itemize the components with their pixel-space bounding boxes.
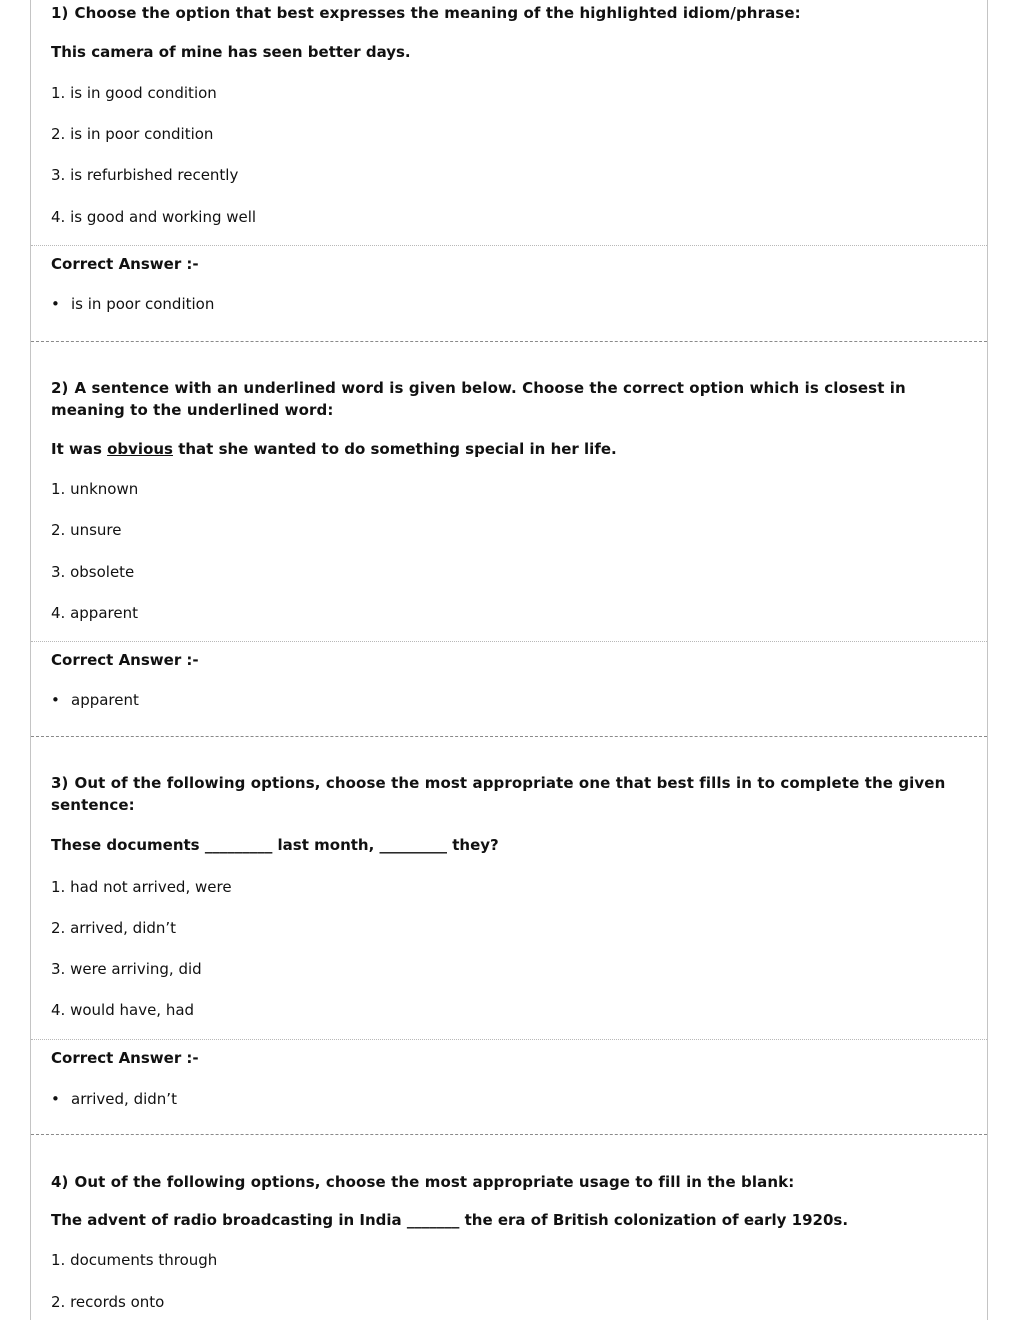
question-number: 3)	[51, 774, 69, 792]
correct-answer	[51, 1089, 177, 1109]
correct-answer-text: arrived, didn’t	[71, 1090, 177, 1108]
answer-divider	[31, 245, 987, 246]
question-stem	[51, 439, 971, 459]
question-text: Out of the following options, choose the most appropriate one that best fills in to complete the given sentence:	[51, 774, 946, 814]
question-divider	[31, 1134, 987, 1135]
question-stem: The advent of radio broadcasting in India _______ the era of British colonization of early 1920s.	[51, 1211, 849, 1229]
question-title	[51, 772, 971, 816]
question-text: Choose the option that best expresses the meaning of the highlighted idiom/phrase:	[74, 4, 801, 22]
bullet-icon: •	[51, 691, 60, 709]
correct-answer-label: Correct Answer :-	[51, 1049, 199, 1067]
option-4: 4. would have, had	[51, 1001, 195, 1019]
question-stem: This camera of mine has seen better days.	[51, 43, 411, 61]
question-title	[51, 2, 971, 24]
question-number: 2)	[51, 379, 69, 397]
question-title	[51, 1171, 971, 1193]
stem-before: It was	[51, 440, 108, 458]
option-3: 3. were arriving, did	[51, 960, 202, 978]
correct-answer	[51, 294, 214, 314]
option-1: 1. documents through	[51, 1251, 218, 1269]
stem-after: that she wanted to do something special in her life.	[172, 440, 617, 458]
option-2: 2. arrived, didn’t	[51, 919, 177, 937]
answer-divider	[31, 641, 987, 642]
correct-answer-label: Correct Answer :-	[51, 651, 199, 669]
option-4: 4. is good and working well	[51, 208, 257, 226]
option-4: 4. apparent	[51, 604, 138, 622]
correct-answer-text: is in poor condition	[71, 295, 215, 313]
option-1: 1. unknown	[51, 480, 139, 498]
bullet-icon: •	[51, 295, 60, 313]
option-2: 2. unsure	[51, 521, 122, 539]
question-stem: These documents _________ last month, _________ they?	[51, 836, 499, 854]
option-2: 2. is in poor condition	[51, 125, 214, 143]
bullet-icon: •	[51, 1090, 60, 1108]
question-number: 4)	[51, 1173, 69, 1191]
option-2: 2. records onto	[51, 1293, 165, 1311]
question-divider	[31, 341, 987, 342]
option-1: 1. had not arrived, were	[51, 878, 232, 896]
correct-answer-label: Correct Answer :-	[51, 255, 199, 273]
question-number: 1)	[51, 4, 69, 22]
option-3: 3. obsolete	[51, 563, 135, 581]
underlined-word: obvious	[107, 440, 173, 458]
correct-answer-text: apparent	[71, 691, 139, 709]
correct-answer	[51, 690, 139, 710]
question-text: Out of the following options, choose the most appropriate usage to fill in the blank:	[74, 1173, 795, 1191]
option-1: 1. is in good condition	[51, 84, 217, 102]
question-title	[51, 377, 971, 421]
question-text: A sentence with an underlined word is given below. Choose the correct option which is closest in meaning to the underlined word:	[51, 379, 906, 419]
option-3: 3. is refurbished recently	[51, 166, 239, 184]
answer-divider	[31, 1039, 987, 1040]
question-divider	[31, 736, 987, 737]
question-paper-frame	[30, 0, 988, 1320]
